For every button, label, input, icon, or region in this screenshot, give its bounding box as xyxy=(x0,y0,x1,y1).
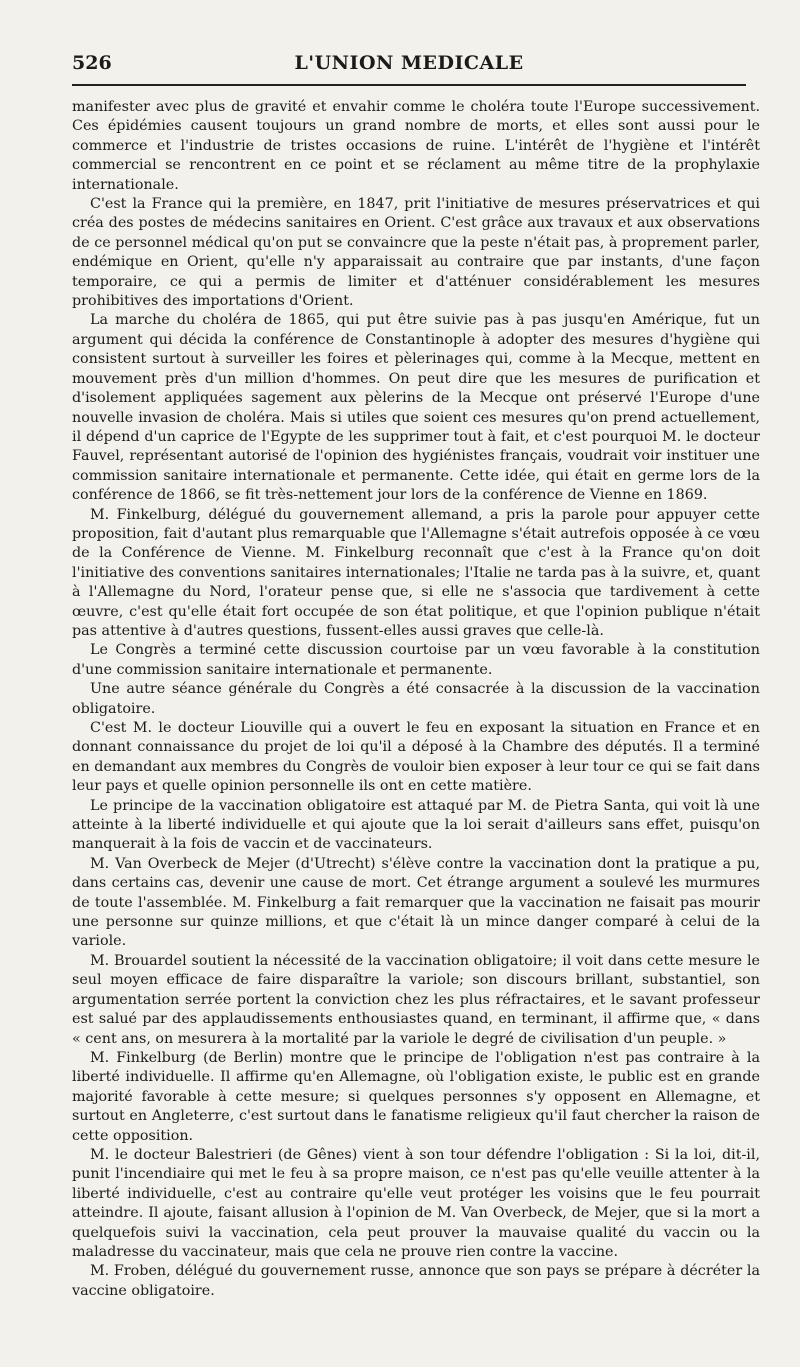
page-number: 526 xyxy=(72,52,112,74)
paragraph: M. Finkelburg, délégué du gouvernement allemand, a pris la parole pour appuyer cette proposition, fait d'autant plus remarquable que l'Allemagne s'était autrefois opposée à ce vœu de la Conférence de Vienne. M. Finkelburg reconnaît que c'est à la France qu'on doit l'initiative des conventions sanitaires internationales; l'Italie ne tarda pas à la suivre, et, quant à l'Allemagne du Nord, l'orateur pense que, si elle ne s'associa que tardivement à cette œuvre, c'est qu'elle était fort occupée de son état politique, et que l'opinion publique n'était pas attentive à d'autres questions, fussent-elles aussi graves que celle-là. xyxy=(72,506,760,639)
paragraph: C'est la France qui la première, en 1847, prit l'initiative de mesures préservatrices et qui créa des postes de médecins sanitaires en Orient. C'est grâce aux travaux et aux observations de ce personnel médical qu'on put se convaincre que la peste n'était pas, à proprement parler, endémique en Orient, qu'elle n'y apparaissait au contraire que par instants, d'une façon temporaire, ce qui a permis de limiter et d'atténuer considérablement les mesures prohibitives des importations d'Orient. xyxy=(72,196,760,310)
paragraph: M. Brouardel soutient la nécessité de la vaccination obligatoire; il voit dans cette mesure le seul moyen efficace de faire disparaître la variole; son discours brillant, substantiel, son argumentation serrée portent la conviction chez les plus réfractaires, et le savant professeur est salué par des applaudissements enthousiastes quand, en terminant, il affirme que, « dans « cent ans, on mesurera à la mortalité par la variole le degré de civilisation d'un peuple. » xyxy=(72,952,760,1047)
paragraph: M. Van Overbeck de Mejer (d'Utrecht) s'élève contre la vaccination dont la pratique a pu, dans certains cas, devenir une cause de mort. Cet étrange argument a soulevé les murmures de toute l'assemblée. M. Finkelburg a fait remarquer que la vaccination ne faisait pas mourir une personne sur quinze millions, et que c'était là un mince danger comparé à celui de la variole. xyxy=(72,855,760,950)
paragraph: La marche du choléra de 1865, qui put être suivie pas à pas jusqu'en Amérique, fut un argument qui décida la conférence de Constantinople à adopter des mesures d'hygiène qui consistent surtout à surveiller les foires et pèlerinages qui, comme à la Mecque, mettent en mouvement près d'un million d'hommes. On peut dire que les mesures de purification et d'isolement appliquées sagement aux pèlerins de la Mecque ont préservé l'Europe d'une nouvelle invasion de choléra. Mais si utiles que soient ces mesures qu'on prend actuellement, il dépend d'un caprice de l'Egypte de les supprimer tout à fait, et c'est pourquoi M. le docteur Fauvel, représentant autorisé de l'opinion des hygiénistes français, voudrait voir instituer une commission sanitaire internationale et permanente. Cette idée, qui était en germe lors de la conférence de 1866, se fit très-nettement jour lors de la conférence de Vienne en 1869. xyxy=(72,312,760,504)
paragraph: M. Froben, délégué du gouvernement russe, annonce que son pays se prépare à décréter la vaccine obligatoire. xyxy=(72,1263,760,1299)
page-header xyxy=(72,50,746,86)
paragraph: manifester avec plus de gravité et envahir comme le choléra toute l'Europe successivement. Ces épidémies causent toujours un grand nombre de morts, et elles sont aussi pour le commerce et l'industrie de tristes occasions de ruine. L'intérêt de l'hygiène et l'intérêt commercial se rencontrent en ce point et se réclament au même titre de la prophylaxie internationale. xyxy=(72,99,760,193)
paragraph: C'est M. le docteur Liouville qui a ouvert le feu en exposant la situation en France et en donnant connaissance du projet de loi qu'il a déposé à la Chambre des députés. Il a terminé en demandant aux membres du Congrès de vouloir bien exposer à leur tour ce qui se fait dans leur pays et quelle opinion personnelle ils ont en cette matière. xyxy=(72,720,760,795)
paragraph: Le Congrès a terminé cette discussion courtoise par un vœu favorable à la constitution d'une commission sanitaire internationale et permanente. xyxy=(72,642,760,678)
body-text xyxy=(72,98,760,1301)
paragraph: Une autre séance générale du Congrès a été consacrée à la discussion de la vaccination obligatoire. xyxy=(72,681,760,717)
paragraph: Le principe de la vaccination obligatoire est attaqué par M. de Pietra Santa, qui voit là une atteinte à la liberté individuelle et qui ajoute que la loi serait d'ailleurs sans effet, puisqu'on manquerait à la fois de vaccin et de vaccinateurs. xyxy=(72,797,760,853)
running-title: L'UNION MEDICALE xyxy=(294,52,524,74)
paragraph: M. Finkelburg (de Berlin) montre que le principe de l'obligation n'est pas contraire à la liberté individuelle. Il affirme qu'en Allemagne, où l'obligation existe, le public est en grande majorité favorable à cette mesure; si quelques personnes s'y opposent en Allemagne, et surtout en Angleterre, c'est surtout dans le fanatisme religieux qu'il faut chercher la raison de cette opposition. xyxy=(72,1049,760,1144)
paragraph: M. le docteur Balestrieri (de Gênes) vient à son tour défendre l'obligation : Si la loi, dit-il, punit l'incendiaire qui met le feu à sa propre maison, ce n'est pas qu'elle veuille attenter à la liberté individuelle, c'est au contraire qu'elle veut protéger les voisins que le feu pourrait atteindre. Il ajoute, faisant allusion à l'opinion de M. Van Overbeck, de Mejer, que si la mort a quelquefois suivi la vaccination, cela peut prouver la mauvaise qualité du vaccin ou la maladresse du vaccinateur, mais que cela ne prouve rien contre la vaccine. xyxy=(72,1146,760,1260)
